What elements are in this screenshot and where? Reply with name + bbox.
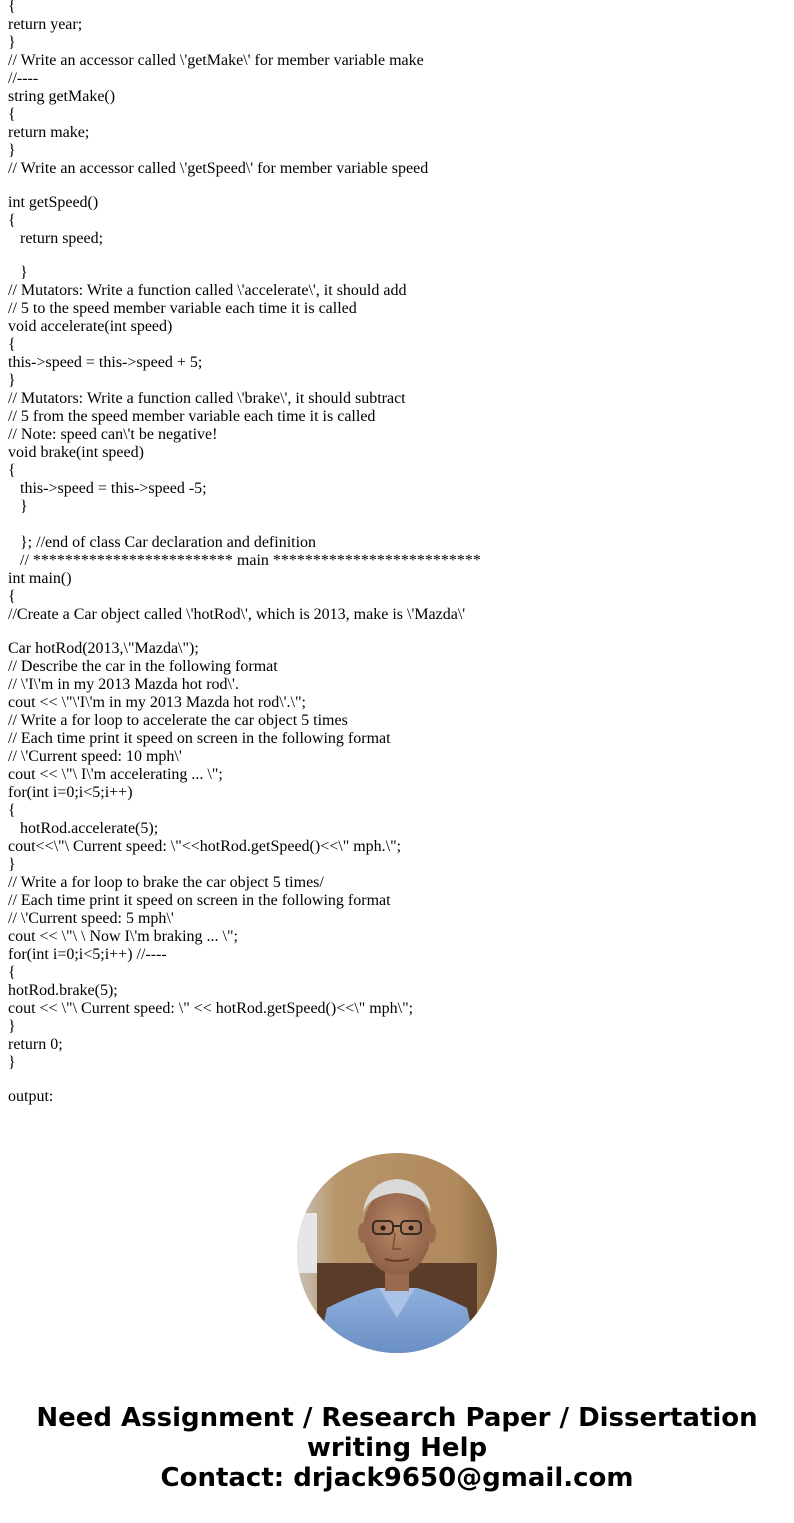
code-line: //---- — [8, 70, 39, 87]
code-line: return speed; — [8, 230, 104, 247]
code-line: { — [8, 802, 16, 819]
code-line: { — [8, 462, 16, 479]
code-line: int getSpeed() — [8, 194, 99, 211]
code-line: // Write an accessor called \'getMake\' for member variable make — [8, 52, 424, 69]
code-line: { — [8, 106, 16, 123]
code-line: cout << \"\ I\'m accelerating ... \"; — [8, 766, 223, 783]
code-listing — [8, 0, 788, 1072]
code-line: void brake(int speed) — [8, 444, 144, 461]
code-line: int main() — [8, 570, 72, 587]
code-line: string getMake() — [8, 88, 116, 105]
code-line: // Note: speed can\'t be negative! — [8, 426, 218, 443]
code-line: cout<<\"\ Current speed: \"<<hotRod.getSpeed()<<\" mph.\"; — [8, 838, 402, 855]
promo-banner — [0, 1403, 794, 1493]
output-label: output: — [8, 1088, 54, 1105]
code-line: // Describe the car in the following format — [8, 658, 278, 675]
code-line: } — [8, 264, 28, 281]
code-line: // 5 to the speed member variable each time it is called — [8, 300, 357, 317]
code-line: { — [8, 588, 16, 605]
code-line: }; //end of class Car declaration and definition — [8, 534, 317, 551]
code-line: } — [8, 1054, 16, 1071]
code-line: void accelerate(int speed) — [8, 318, 173, 335]
code-line: return 0; — [8, 1036, 63, 1053]
code-line: } — [8, 498, 28, 515]
blank-line — [8, 516, 788, 534]
code-line: } — [8, 142, 16, 159]
code-line: return year; — [8, 16, 83, 33]
code-line: // \'Current speed: 10 mph\' — [8, 748, 182, 765]
code-line: // ************************* main ************************** — [8, 552, 481, 569]
promo-contact: Contact: drjack9650@gmail.com — [160, 1463, 634, 1493]
blank-line — [8, 248, 788, 264]
code-line: // 5 from the speed member variable each time it is called — [8, 408, 376, 425]
author-photo — [297, 1153, 497, 1353]
code-line: { — [8, 964, 16, 981]
code-line: { — [8, 336, 16, 353]
code-line: } — [8, 1018, 16, 1035]
blank-line — [8, 178, 788, 194]
code-line: //Create a Car object called \'hotRod\', which is 2013, make is \'Mazda\' — [8, 606, 466, 623]
code-line: for(int i=0;i<5;i++) //---- — [8, 946, 167, 963]
code-line: cout << \"\ Current speed: \" << hotRod.getSpeed()<<\" mph\"; — [8, 1000, 414, 1017]
code-line: // Mutators: Write a function called \'brake\', it should subtract — [8, 390, 406, 407]
promo-line-2: writing Help — [306, 1433, 488, 1463]
portrait-image — [297, 1153, 497, 1353]
code-line: return make; — [8, 124, 90, 141]
code-line: } — [8, 34, 16, 51]
code-line: cout << \"\'I\'m in my 2013 Mazda hot rod\'.\"; — [8, 694, 306, 711]
code-line: // Write a for loop to accelerate the car object 5 times — [8, 712, 348, 729]
code-line: hotRod.brake(5); — [8, 982, 118, 999]
code-line: } — [8, 856, 16, 873]
code-line: { — [8, 0, 16, 15]
code-line: hotRod.accelerate(5); — [8, 820, 159, 837]
code-line: { — [8, 212, 16, 229]
code-line: this->speed = this->speed -5; — [8, 480, 207, 497]
code-line: this->speed = this->speed + 5; — [8, 354, 203, 371]
code-line: // \'I\'m in my 2013 Mazda hot rod\'. — [8, 676, 239, 693]
code-line: Car hotRod(2013,\"Mazda\"); — [8, 640, 199, 657]
code-line: cout << \"\ \ Now I\'m braking ... \"; — [8, 928, 238, 945]
code-line: // Write an accessor called \'getSpeed\' for member variable speed — [8, 160, 429, 177]
code-line: } — [8, 372, 16, 389]
code-line: // Write a for loop to brake the car object 5 times/ — [8, 874, 324, 891]
code-line: // \'Current speed: 5 mph\' — [8, 910, 174, 927]
blank-line — [8, 624, 788, 640]
code-line: // Mutators: Write a function called \'accelerate\', it should add — [8, 282, 407, 299]
promo-line-1: Need Assignment / Research Paper / Dissertation — [36, 1403, 758, 1433]
code-line: // Each time print it speed on screen in the following format — [8, 730, 391, 747]
code-line: // Each time print it speed on screen in the following format — [8, 892, 391, 909]
code-line: for(int i=0;i<5;i++) — [8, 784, 133, 801]
